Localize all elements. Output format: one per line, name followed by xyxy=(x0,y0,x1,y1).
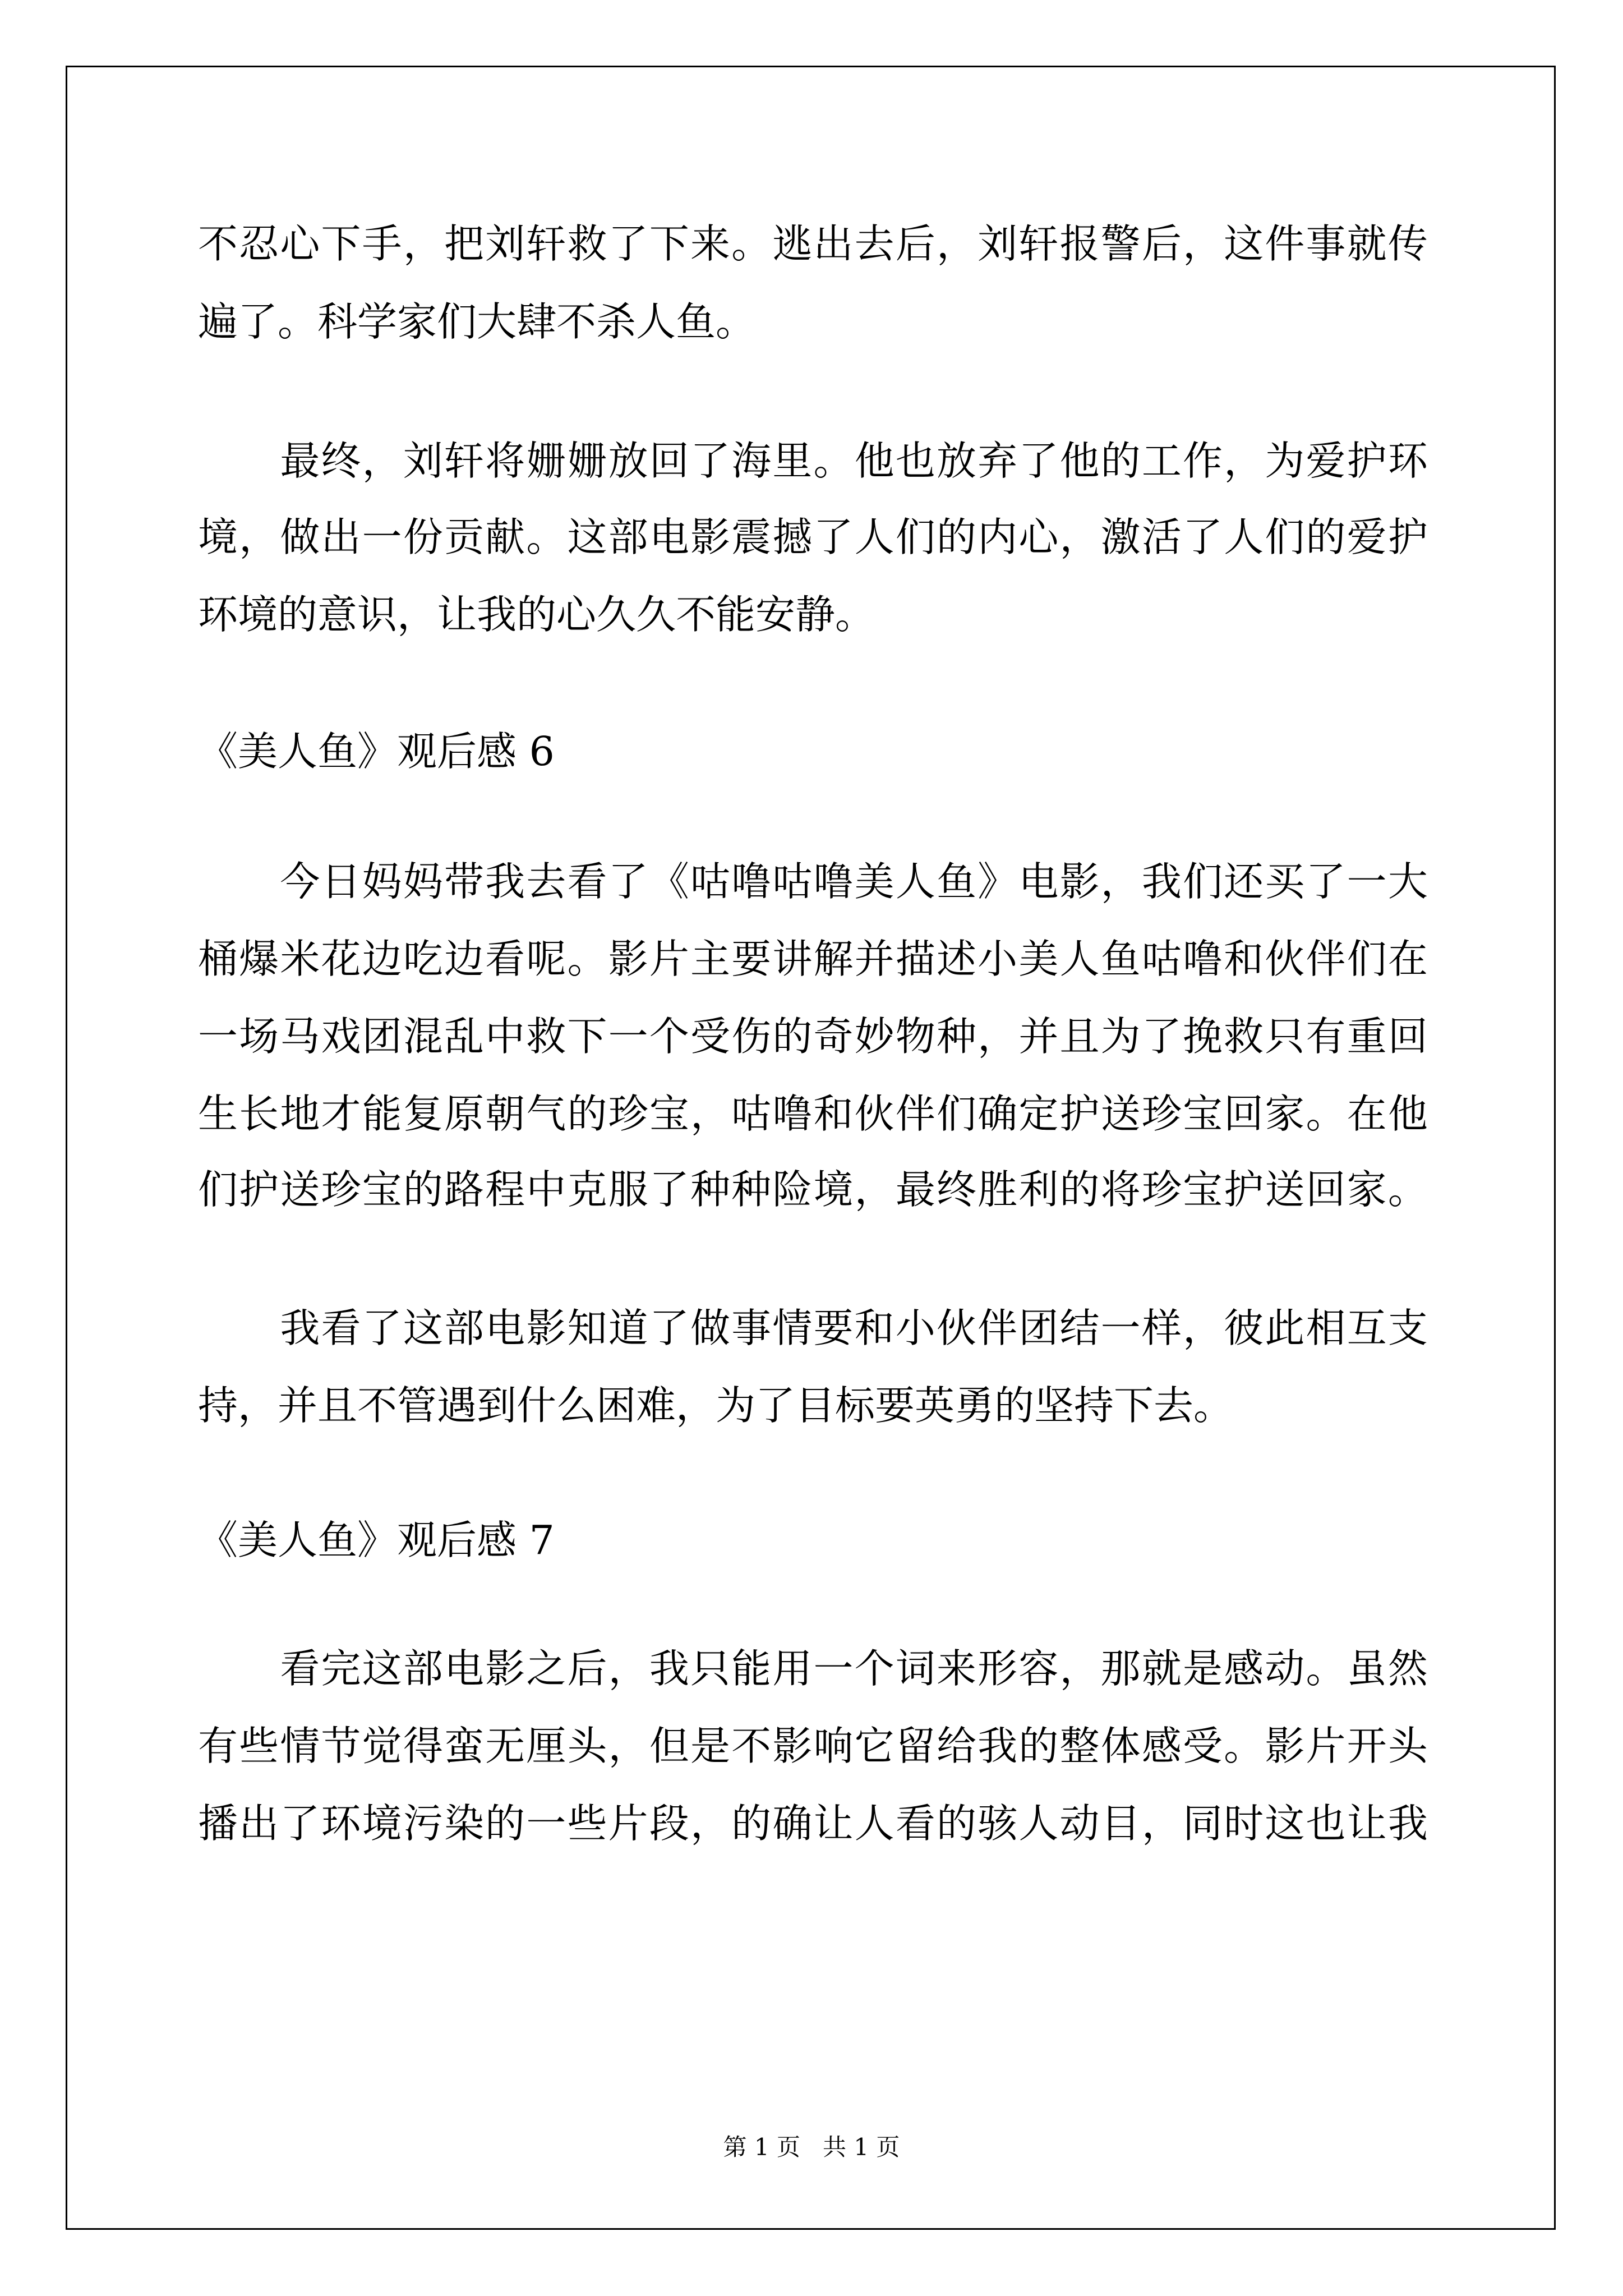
text-line: 遍了。科学家们大肆不杀人鱼。 xyxy=(198,298,756,345)
text-line: 看完这部电影之后，我只能用一个词来形容，那就是感动。虽然 xyxy=(198,1645,1430,1692)
text-line: 一场马戏团混乱中救下一个受伤的奇妙物种，并且为了挽救只有重回 xyxy=(198,1013,1430,1060)
text-line: 播出了环境污染的一些片段，的确让人看的骇人动目，同时这也让我 xyxy=(198,1800,1430,1847)
text-line: 桶爆米花边吃边看呢。影片主要讲解并描述小美人鱼咕噜和伙伴们在 xyxy=(198,936,1430,982)
page-number: 第 1 页 xyxy=(723,2133,800,2161)
text-line: 持，并且不管遇到什么困难，为了目标要英勇的坚持下去。 xyxy=(198,1382,1234,1429)
page-total: 共 1 页 xyxy=(823,2133,900,2161)
text-line: 今日妈妈带我去看了《咕噜咕噜美人鱼》电影，我们还买了一大 xyxy=(198,858,1430,905)
section-heading: 《美人鱼》观后感 6 xyxy=(198,728,555,775)
text-line: 有些情节觉得蛮无厘头，但是不影响它留给我的整体感受。影片开头 xyxy=(198,1723,1430,1769)
text-line: 们护送珍宝的路程中克服了种种险境，最终胜利的将珍宝护送回家。 xyxy=(198,1166,1430,1213)
page-footer xyxy=(0,2131,1623,2164)
text-line: 我看了这部电影知道了做事情要和小伙伴团结一样，彼此相互支 xyxy=(198,1305,1430,1351)
text-line: 境，做出一份贡献。这部电影震撼了人们的内心，激活了人们的爱护 xyxy=(198,514,1430,560)
text-line: 生长地才能复原朝气的珍宝，咕噜和伙伴们确定护送珍宝回家。在他 xyxy=(198,1091,1430,1137)
section-heading: 《美人鱼》观后感 7 xyxy=(198,1517,555,1563)
text-line: 不忍心下手，把刘轩救了下来。逃出去后，刘轩报警后，这件事就传 xyxy=(198,220,1430,267)
page-border xyxy=(66,66,1556,2230)
text-line: 环境的意识，让我的心久久不能安静。 xyxy=(198,591,875,638)
text-line: 最终，刘轩将姗姗放回了海里。他也放弃了他的工作，为爱护环 xyxy=(198,438,1430,484)
